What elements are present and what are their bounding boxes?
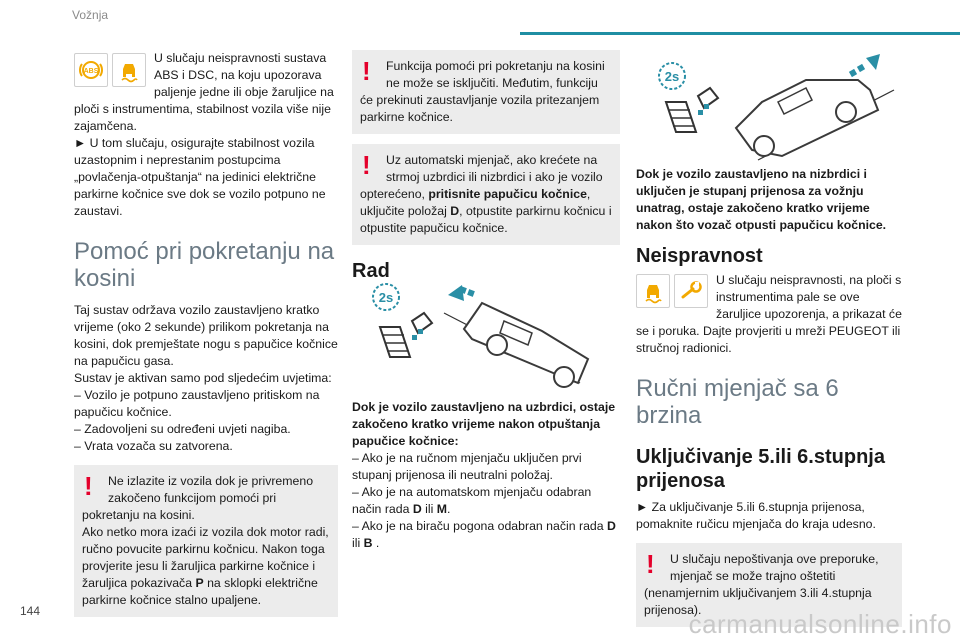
engage-gear-text: ► Za uključivanje 5.ili 6.stupnja prijenosa, pomaknite ručicu mjenjača do kraja udesno. xyxy=(636,500,876,531)
timer-label: 2s xyxy=(378,290,394,305)
fault-text: U slučaju neispravnosti, na ploči s instrumentima pale se ove žaruljice upozorenja, a prikazat će se i poruka. Dajte provjeriti u mreži PEUGEOT ili stručnoj radionici. xyxy=(636,273,902,355)
uphill-item: – Ako je na automatskom mjenjaču odabran način rada D ili M. xyxy=(352,485,592,516)
downhill-illustration xyxy=(636,50,902,162)
abs-dsc-action: ► U tom slučaju, osigurajte stabilnost vozila uzastopnim i neprestanim postupcima „povlačenja-otpuštanja“ na jedinici električne parkirne kočnice sve dok se vozilo potpuno ne zaustavi. xyxy=(74,136,326,218)
abs-warning-icon xyxy=(74,53,108,87)
warning-auto-gearbox-text: Uz automatski mjenjač, ako krećete na strmoj uzbrdici ili nizbrdici i ako je vozilo opterećeno, pritisnite papučicu kočnice, uključite položaj D, otpustite parkirnu kočnicu i otpustite papučicu kočnice. xyxy=(360,153,612,235)
warning-exclamation-icon: ! xyxy=(362,150,371,180)
fault-lamps xyxy=(636,274,708,308)
warning-box-cannot-disable xyxy=(352,50,620,134)
fault-title: Neispravnost xyxy=(636,245,763,267)
conditions-title: Sustav je aktivan samo pod sljedećim uvjetima: xyxy=(74,371,332,385)
condition-item: – Vrata vozača su zatvorena. xyxy=(74,439,233,453)
warning-exclamation-icon: ! xyxy=(84,471,93,501)
warning-lamps xyxy=(74,53,146,87)
downhill-caption: Dok je vozilo zaustavljeno na nizbrdici i uključen je stupanj prijenosa za vožnju unatrag, ostaje zakočeno kratko vrijeme nakon što vozač otpusti papučicu kočnice. xyxy=(636,167,887,232)
wheel-icon xyxy=(836,102,856,122)
warning-gearbox-text: U slučaju nepoštivanja ove preporuke, mjenjač se može trajno oštetiti (nenamjernim uključivanjem 3.ili 4.stupnja prijenosa). xyxy=(644,552,879,617)
warning-parking-text: Ako netko mora izaći iz vozila dok motor radi, ručno povucite parkirnu kočnicu. Nakon toga provjerite jesu li žaruljica parkirne kočnice i žaruljica pokazivača P na sklopki električne parkirne kočnice stalno upaljene. xyxy=(82,525,329,607)
engage-gear-title: Uključivanje 5.ili 6.stupnja prijenosa xyxy=(636,446,885,492)
warning-exit-text: Ne izlazite iz vozila dok je privremeno zakočeno funkcijom pomoći pri pokretanju na kosini. xyxy=(82,474,314,522)
service-wrench-icon xyxy=(674,274,708,308)
svg-text:ABS: ABS xyxy=(83,68,99,75)
gearbox-title: Ručni mjenjač sa 6 brzina xyxy=(636,375,839,429)
hill-start-body: Taj sustav održava vozilo zaustavljeno kratko vrijeme (oko 2 sekunde) prilikom pokretanja na kosini, dok premještate nogu s papučice kočnice na papučicu gasa. xyxy=(74,303,338,368)
abs-dsc-intro: U slučaju neispravnosti sustava ABS i DSC, na koju upozorava paljenje jedne ili obje žaruljice na ploči s instrumentima, stabilnost vozila više nije zajamčena. xyxy=(74,51,334,133)
timer-label: 2s xyxy=(664,69,680,84)
condition-item: – Vozilo je potpuno zaustavljeno pritiskom na papučicu kočnice. xyxy=(74,388,320,419)
warning-cannot-disable-text: Funkcija pomoći pri pokretanju na kosini ne može se isključiti. Međutim, funkciju će prekinuti zaustavljanje vozila pritezanjem parkirne kočnice. xyxy=(360,59,605,124)
uphill-illustration xyxy=(352,283,620,393)
warning-exclamation-icon: ! xyxy=(646,549,655,579)
fault-paragraph xyxy=(636,272,902,357)
watermark: carmanualsonline.info xyxy=(688,609,952,639)
dsc-warning-icon xyxy=(112,53,146,87)
motion-arrow-icon xyxy=(849,54,880,77)
abs-dsc-paragraph xyxy=(74,50,338,135)
wheel-icon xyxy=(487,335,507,355)
warning-exclamation-icon: ! xyxy=(362,56,371,86)
header-accent-bar xyxy=(520,32,960,35)
warning-box-exit xyxy=(74,465,338,617)
wheel-icon xyxy=(754,136,774,156)
wheel-icon xyxy=(554,367,574,387)
warning-box-auto-gearbox xyxy=(352,144,620,245)
uphill-item: – Ako je na biraču pogona odabran način rada D ili B . xyxy=(352,519,616,550)
page-number: 144 xyxy=(20,604,41,618)
column-middle xyxy=(352,50,620,552)
condition-item: – Zadovoljeni su određeni uvjeti nagiba. xyxy=(74,422,291,436)
uphill-caption: Dok je vozilo zaustavljeno na uzbrdici, ostaje zakočeno kratko vrijeme nakon otpuštanja papučice kočnice: xyxy=(352,400,616,448)
uphill-item: – Ako je na ručnom mjenjaču uključen prvi stupanj prijenosa ili neutralni položaj. xyxy=(352,451,582,482)
column-right xyxy=(636,50,902,627)
brake-pedal-icon xyxy=(666,88,718,132)
operation-title: Rad xyxy=(352,260,390,282)
brake-pedal-icon xyxy=(380,313,432,357)
hill-start-title: Pomoć pri pokretanju na kosini xyxy=(74,238,335,292)
dsc-warning-icon xyxy=(636,274,670,308)
section-header: Vožnja xyxy=(72,8,109,22)
motion-arrow-icon xyxy=(448,285,475,301)
column-left xyxy=(74,50,338,617)
